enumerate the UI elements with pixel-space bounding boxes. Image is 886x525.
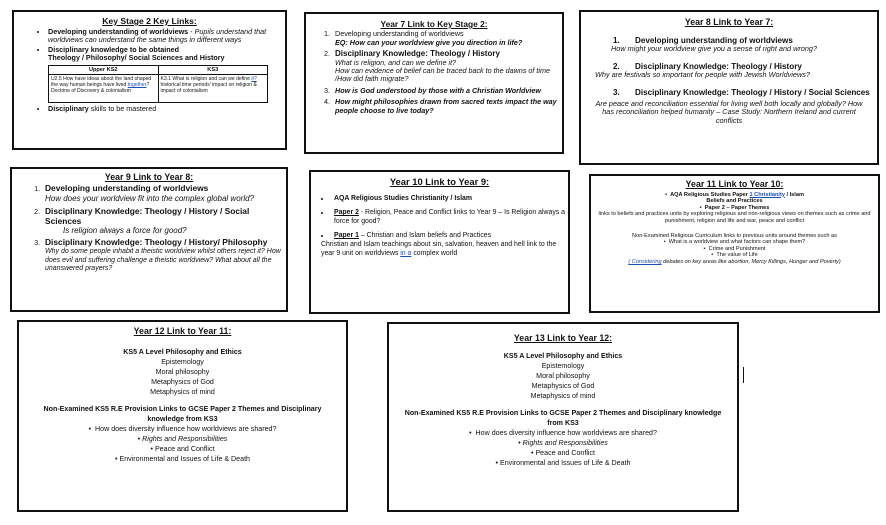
table-cell-upper-ks2 xyxy=(49,74,159,102)
year8-item-2-number: 2. xyxy=(613,61,620,71)
year7-item-3 xyxy=(332,87,562,95)
year12-theme: • Environmental and Issues of Life & Death xyxy=(115,454,250,463)
year12-theme: • Rights and Responsibilities xyxy=(137,435,228,444)
ks2-item-skills-tail: skills to be mastered xyxy=(88,103,157,113)
table-cell-ks3 xyxy=(158,74,268,102)
year11-paper1: • AQA Religious Studies Paper 1 Christianity / Islam xyxy=(665,191,804,198)
year13-theme: • Rights and Responsibilities xyxy=(518,439,608,448)
year9-item-2-question: Is religion always a force for good? xyxy=(63,226,187,236)
year7-item-2-q2: How can evidence of belief can be traced back to the dawns of time /How did faith migrate? xyxy=(335,66,550,84)
year12-theme-text: Environmental and Issues of Life & Death xyxy=(119,454,250,463)
year13-topic: Metaphysics of God xyxy=(531,381,595,390)
ks2-item-disciplinary xyxy=(48,46,285,63)
year10-context-link: in a xyxy=(400,249,412,257)
year13-topic: Moral philosophy xyxy=(536,371,590,380)
year11-note-text: debates on key areas like abortion, Mercy Killings, Hunger and Poverty) xyxy=(661,258,841,265)
year8-title: Year 8 Link to Year 7: xyxy=(684,17,774,27)
year11-paper1-sub: Beliefs and Practices xyxy=(706,198,763,205)
year10-item-2-body: - Religion, Peace and Conflict links to Year 9 – Is Religion always a force for good? xyxy=(334,209,565,225)
year11-title: Year 11 Link to Year 10: xyxy=(685,179,784,189)
year11-paper2-text: Paper 2 – Paper Themes xyxy=(704,204,770,211)
year11-card xyxy=(589,174,880,313)
text-cursor xyxy=(743,367,744,383)
ks2-title: Key Stage 2 Key Links: xyxy=(102,16,197,26)
year7-item-4 xyxy=(332,98,562,115)
year7-item-2-q1: What is religion, and can we define it? xyxy=(335,57,457,67)
ks2-item-skills xyxy=(48,105,285,114)
cell-link-text: together xyxy=(127,81,147,88)
year13-topic: Epistemology xyxy=(541,361,585,370)
year7-item-3-text: How is God understood by those with a Christian Worldview xyxy=(335,85,541,95)
year11-q1: • What is a worldview and what factors can shape them? xyxy=(663,239,806,246)
year7-item-1-text: Developing understanding of worldviews xyxy=(335,29,464,39)
year11-nonexam: Non-Examined Religious Curriculum links to previous units around themes such as xyxy=(632,232,837,239)
year7-card xyxy=(304,12,564,154)
year13-theme-text: Environmental and Issues of Life & Death xyxy=(499,458,631,467)
year9-item-3 xyxy=(42,238,286,273)
year13-course: KS5 A Level Philosophy and Ethics xyxy=(503,351,623,360)
year7-item-2 xyxy=(332,50,562,84)
year8-item-3-number: 3. xyxy=(613,87,620,97)
year13-nonexam: Non-Examined KS5 R.E Provision Links to GCSE Paper 2 Themes and Disciplinary knowledge from KS3 xyxy=(404,409,722,428)
year12-card xyxy=(17,320,348,512)
year13-theme: • Environmental and Issues of Life & Death xyxy=(495,458,631,467)
table-header-ks3: KS3 xyxy=(158,65,268,74)
year12-title: Year 12 Link to Year 11: xyxy=(133,326,232,336)
ks2-item-disciplinary-head: Disciplinary knowledge to be obtained xyxy=(48,44,179,54)
year10-title: Year 10 Link to Year 9: xyxy=(389,176,490,187)
year10-item-2-head: Paper 2 xyxy=(334,209,359,217)
year10-list xyxy=(311,195,568,241)
year13-question-text: How does diversity influence how worldviews are shared? xyxy=(475,429,657,438)
year10-item-1-text: AQA Religious Studies Christianity / Islam xyxy=(334,194,472,202)
ks2-item-skills-head: Disciplinary xyxy=(48,103,89,113)
year8-item-1-number: 1. xyxy=(613,35,620,45)
cell-text: U2.5 How have ideas about the land shaped the way human beings have lived xyxy=(51,75,152,88)
cell-text: K3.1 What is religion and can we define xyxy=(160,75,252,82)
year8-item-1-question: How might your worldview give you a sense of right and wrong? xyxy=(611,44,818,54)
year9-item-2-head: Disciplinary Knowledge: Theology / History / Social Sciences xyxy=(45,205,250,226)
year11-q3: • The value of Life xyxy=(711,252,758,259)
ks2-list-2 xyxy=(14,105,285,114)
year13-title: Year 13 Link to Year 12: xyxy=(513,333,613,343)
year12-topic: Moral philosophy xyxy=(155,367,210,376)
year11-q2: • Crime and Punishment xyxy=(703,245,766,252)
year11-paper1-link: 1 Christianity xyxy=(749,191,785,198)
year12-nonexam: Non-Examined KS5 R.E Provision Links to GCSE Paper 2 Themes and Disciplinary knowledge from KS3 xyxy=(43,405,322,424)
year8-item-3 xyxy=(613,89,877,98)
year12-topic: Epistemology xyxy=(161,357,204,366)
year9-item-2 xyxy=(42,207,286,237)
year12-theme-text: Peace and Conflict xyxy=(154,445,215,454)
year7-list xyxy=(306,30,562,115)
year10-context-tail: complex world xyxy=(411,249,458,257)
year9-item-1-question: How does your worldview fit into the complex global world? xyxy=(45,194,254,204)
cell-link-text: it? xyxy=(251,75,257,82)
year12-question-text: How does diversity influence how worldviews are shared? xyxy=(95,425,277,434)
year8-item-3-question: Are peace and reconciliation essential for living well both locally and globally? How has reconciliation helped humanity – Case Study: Northern Ireland and current conflicts xyxy=(595,98,863,125)
year9-card xyxy=(10,167,288,312)
year11-note xyxy=(591,259,878,266)
year8-item-1-head: Developing understanding of worldviews xyxy=(635,35,793,45)
year9-title: Year 9 Link to Year 8: xyxy=(104,172,194,182)
year13-theme-text: Rights and Responsibilities xyxy=(522,439,608,448)
ks2-item-worldviews-sep: - xyxy=(188,26,195,36)
year8-item-3-head: Disciplinary Knowledge: Theology / History / Social Sciences xyxy=(635,87,870,97)
year11-q2-text: Crime and Punishment xyxy=(708,245,766,252)
ks2-item-worldviews xyxy=(48,28,285,45)
ks2-list xyxy=(14,28,285,63)
year7-title: Year 7 Link to Key Stage 2: xyxy=(380,19,488,29)
year9-item-1 xyxy=(42,184,286,204)
year12-topic: Metaphysics of God xyxy=(151,377,214,386)
year8-card xyxy=(579,10,879,165)
cell-text: historical time periods' impact on religion & impact of colonialism xyxy=(160,81,257,94)
ks2-item-disciplinary-sub: Theology / Philosophy/ Social Sciences and History xyxy=(48,53,225,63)
year13-card xyxy=(387,322,739,512)
ks2-item-worldviews-body: Pupils understand that worldviews can understand the same things in different ways xyxy=(48,26,267,45)
year13-theme-text: Peace and Conflict xyxy=(535,449,595,458)
year8-item-2-question: Why are festivals so important for people with Jewish Worldviews? xyxy=(595,70,810,80)
year10-context xyxy=(321,241,564,258)
year10-item-1 xyxy=(331,195,568,204)
year7-item-2-head: Disciplinary Knowledge: Theology / History xyxy=(335,49,500,59)
year13-question: • How does diversity influence how worldviews are shared? xyxy=(469,429,657,438)
year12-question: • How does diversity influence how worldviews are shared? xyxy=(88,425,277,434)
year8-item-2-head: Disciplinary Knowledge: Theology / History xyxy=(635,61,802,71)
year9-list xyxy=(12,184,286,273)
ks2-comparison-table xyxy=(48,65,268,103)
year10-item-3-body: – Christian and Islam beliefs and Practices xyxy=(358,232,492,240)
year12-theme: • Peace and Conflict xyxy=(150,445,215,454)
year13-theme: • Peace and Conflict xyxy=(530,449,595,458)
year11-paper1-tail: / Islam xyxy=(784,191,804,198)
year12-course: KS5 A Level Philosophy and Ethics xyxy=(123,347,242,356)
year9-item-3-question: Why do some people inhabit a theistic worldview whilst others reject it? How does evil and suffering challenge a theistic worldview? What about all the unanswered prayers? xyxy=(45,248,281,272)
ks2-item-worldviews-head: Developing understanding of worldviews xyxy=(48,26,189,36)
year7-item-4-text: How might philosophies drawn from sacred texts impact the way people choose to live today? xyxy=(335,97,557,115)
cell-text: ? Doctrine of Discovery & colonialism xyxy=(51,81,150,94)
year11-paper1-text: AQA Religious Studies Paper xyxy=(670,191,750,198)
year10-card xyxy=(309,170,570,314)
year12-topic: Metaphysics of mind xyxy=(150,387,215,396)
year11-q1-text: What is a worldview and what factors can shape them? xyxy=(668,239,806,246)
year11-links: links to beliefs and practices units by exploring religious and non-religious views on themes such as crime and punishment, religion and life and war, peace and conflict xyxy=(598,211,871,224)
year11-note-link: ( Considering xyxy=(628,258,662,265)
year11-paper2: • Paper 2 – Paper Themes xyxy=(699,204,770,211)
year11-q3-text: The value of Life xyxy=(716,252,758,259)
table-header-upper-ks2: Upper KS2 xyxy=(49,65,159,74)
ks2-card xyxy=(12,10,287,150)
year9-item-3-head: Disciplinary Knowledge: Theology / History/ Philosophy xyxy=(45,237,268,248)
year7-item-1-eq: EQ: How can your worldview give you direction in life? xyxy=(335,37,523,47)
year12-theme-text: Rights and Responsibilities xyxy=(142,435,228,444)
year7-item-1 xyxy=(332,30,562,47)
year10-item-2 xyxy=(331,209,568,226)
year13-topic: Metaphysics of mind xyxy=(530,391,596,400)
year9-item-1-head: Developing understanding of worldviews xyxy=(45,183,209,194)
year10-item-3-head: Paper 1 xyxy=(334,232,359,240)
year10-context-text: Christian and Islam teachings about sin, salvation, heaven and hell link to the year 9 unit on worldviews xyxy=(321,240,557,257)
year10-item-3 xyxy=(331,232,568,241)
